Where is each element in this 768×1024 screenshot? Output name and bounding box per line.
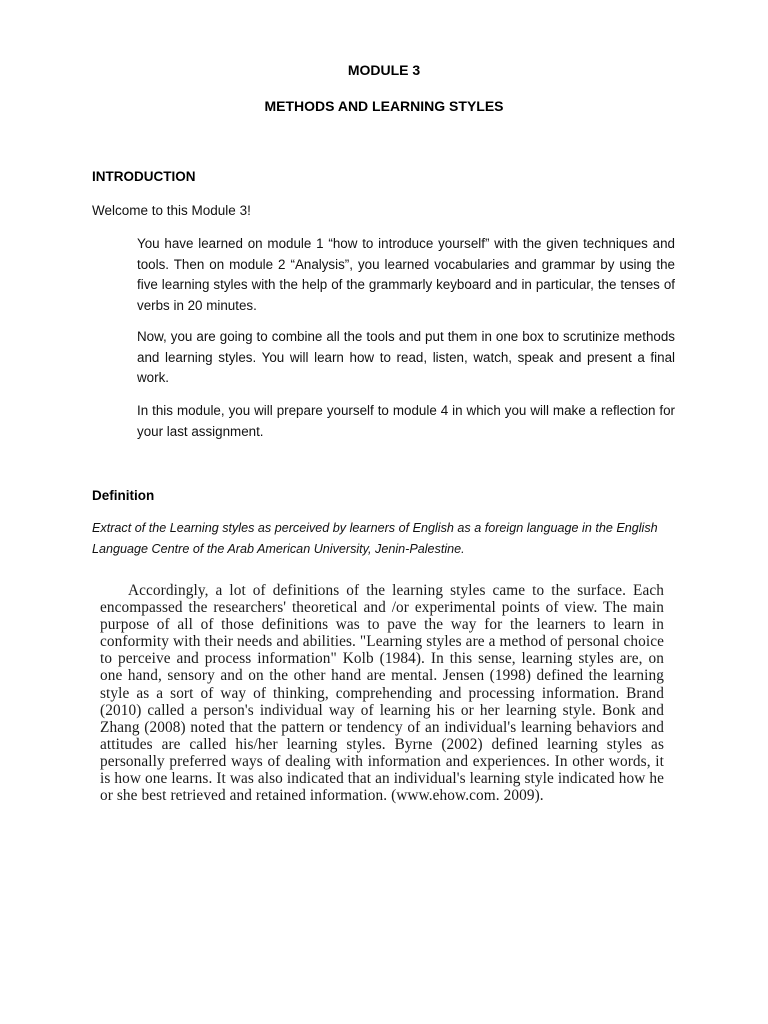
module-title: MODULE 3 (347, 62, 421, 78)
scanned-excerpt: Accordingly, a lot of definitions of the learning styles came to the surface. Each encompassed the researchers' theoretical and /or experimental points of view. The main purpose of all of those definitions was to pave the way for the learners to learn in conformity with their needs and abilities. "Learning styles are a method of personal choice to perceive and process information" Kolb (1984). In this sense, learning styles are, on one hand, sensory and on the other hand are mental. Jensen (1998) defined the learning style as a sort of way of thinking, comprehending and processing information. Brand (2010) called a person's individual way of learning his or her learning style. Bonk and Zhang (2008) noted that the pattern or tendency of an individual's learning behaviors and attitudes are called his/her learning styles. Byrne (2002) defined learning styles as personally preferred ways of dealing with information and experiences. In other words, it is how one learns. It was also indicated that an individual's learning style indicated how he or she best retrieved and retained information. (www.ehow.com. 2009). (100, 582, 664, 805)
welcome-text: Welcome to this Module 3! (92, 203, 251, 218)
section-title: METHODS AND LEARNING STYLES (264, 98, 504, 114)
intro-paragraph: Now, you are going to combine all the tools and put them in one box to scrutinize methods and learning styles. You will learn how to read, listen, watch, speak and present a final work. (137, 329, 675, 385)
intro-paragraph: In this module, you will prepare yourself to module 4 in which you will make a reflection for your last assignment. (137, 403, 675, 439)
excerpt-caption: Extract of the Learning styles as perceived by learners of English as a foreign language in the English Language Centre of the Arab American University, Jenin-Palestine. (92, 521, 658, 556)
intro-paragraph: You have learned on module 1 “how to introduce yourself” with the given techniques and tools. Then on module 2 “Analysis”, you learned vocabularies and grammar by using the five learning styles with the help of the grammarly keyboard and in particular, the tenses of verbs in 20 minutes. (137, 236, 675, 313)
introduction-heading: INTRODUCTION (92, 169, 196, 184)
definition-heading: Definition (92, 488, 155, 503)
